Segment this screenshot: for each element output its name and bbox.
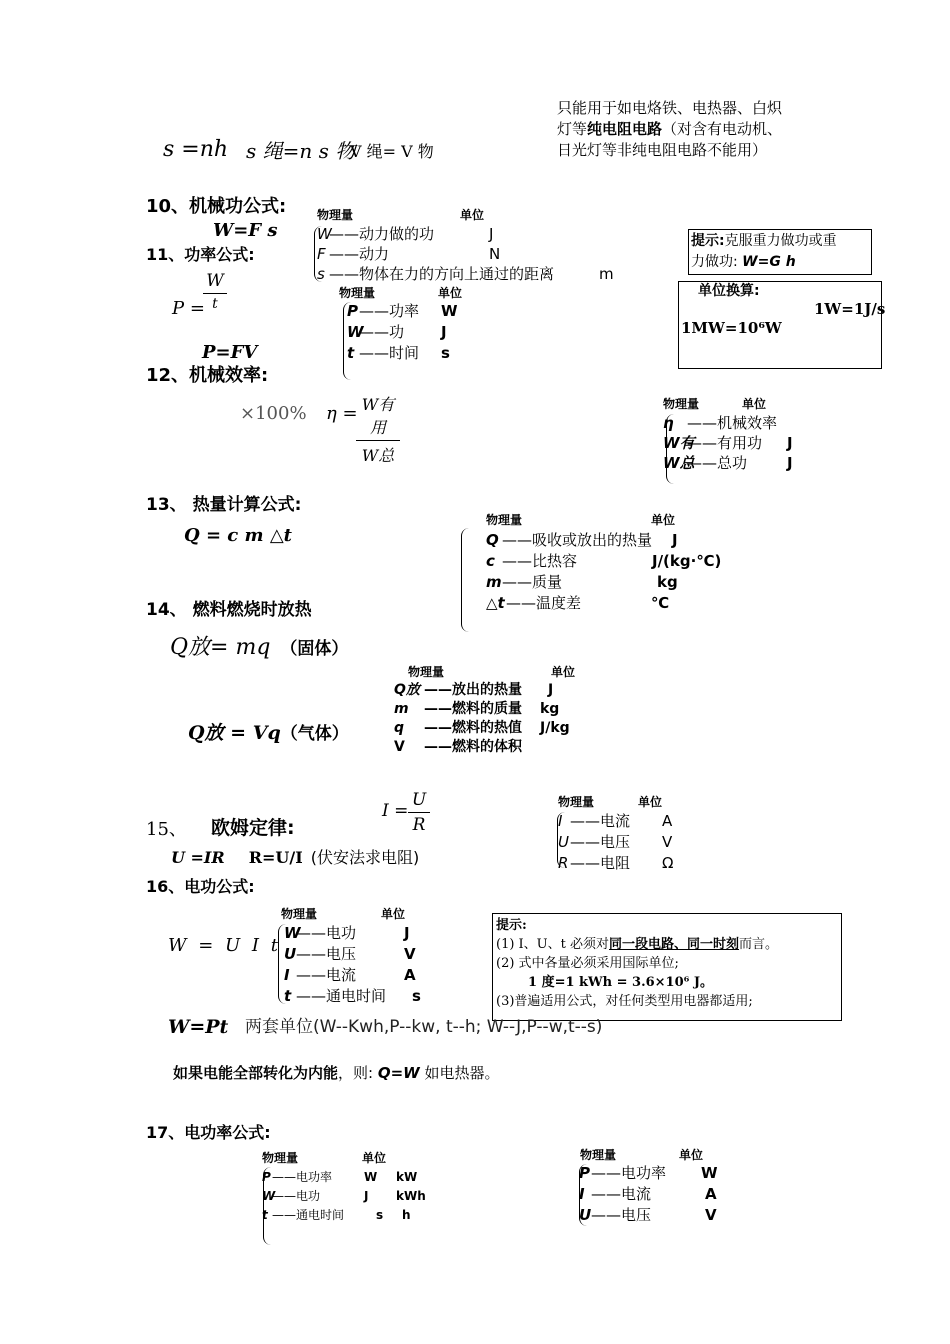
s17-left-row: P——电功率 W kW <box>262 1168 426 1187</box>
tip1-formula: W=G h <box>742 254 796 270</box>
s17-right-desc: 电流 <box>621 1185 652 1203</box>
s14-row: q ——燃料的热值 J/kg <box>394 720 570 736</box>
s10-row: s ——物体在力的方向上通过的距离 m <box>317 265 614 283</box>
s10-unit-header: 单位 <box>460 208 485 222</box>
s12-row: η ——机械效率 <box>663 413 817 433</box>
s15-sym: U <box>558 833 569 851</box>
tip2-line-2: (2) 式中各量必须采用国际单位; <box>496 956 679 971</box>
s13-unit: kg <box>657 573 678 591</box>
s12-desc: 机械效率 <box>717 414 778 432</box>
s17-right-row: I ——电流 A <box>579 1185 717 1203</box>
s10-row: F ——动力 N <box>317 245 501 263</box>
s17-right-unit: V <box>705 1206 717 1224</box>
s12-row: W有——有用功 J <box>663 434 793 452</box>
note-line-2-post: （对含有电动机、 <box>662 120 783 138</box>
s11-row: P——功率 W <box>347 302 458 320</box>
fuel-solid-label: （固体） <box>280 639 349 659</box>
s16-unit: A <box>404 966 416 984</box>
s13-unit: ℃ <box>651 594 670 612</box>
s17-left-row: W——电功 J kWh <box>262 1187 426 1206</box>
power-fv-formula: P=FV <box>202 342 258 363</box>
s16-unit-header: 单位 <box>381 907 406 921</box>
s10-row: W——动力做的功 J <box>317 225 494 243</box>
s10-desc: 动力 <box>359 245 390 263</box>
power-numerator: W <box>203 271 227 294</box>
s17-right-sym: U <box>579 1206 592 1224</box>
s15-var-list <box>558 811 673 874</box>
s15-row: U——电压 V <box>558 833 673 851</box>
tip1-line-2 <box>691 252 869 273</box>
s17-left-var-list <box>262 1168 426 1225</box>
s11-desc: 功 <box>389 323 405 341</box>
s13-desc: 比热容 <box>532 552 578 570</box>
s17-left-qty-header: 物理量 <box>262 1151 299 1165</box>
s17-right-unit: W <box>701 1164 718 1182</box>
s17-right-desc: 电功率 <box>621 1164 667 1182</box>
s17-left-sym: P <box>262 1170 271 1184</box>
s13-sym: m <box>486 573 502 591</box>
s11-row: t ——时间 s <box>347 344 450 362</box>
s12-unit: J <box>787 454 793 472</box>
s11-unit: W <box>441 302 458 320</box>
s14-desc: 燃料的质量 <box>452 701 522 717</box>
two-unit-systems: 两套单位(W--Kwh,P--kw, t--h; W--J,P--w,t--s) <box>245 1017 603 1037</box>
ohm-fraction <box>408 790 430 835</box>
ohm-derived-1: U =IR <box>171 848 225 867</box>
s14-row: Q放 ——放出的热量 J <box>394 682 554 698</box>
s12-desc: 有用功 <box>717 434 763 452</box>
s14-sym: q <box>394 720 405 736</box>
s16-unit: V <box>404 945 416 963</box>
s17-right-unit-header: 单位 <box>679 1148 704 1162</box>
efficiency-percent: ×100% <box>240 403 307 424</box>
pulley-formula-2: s 绳=n s 物 <box>246 139 356 163</box>
s11-sym: t <box>347 344 355 362</box>
tip2-line-1-post: 而言。 <box>739 937 779 952</box>
s17-left-unit-1: s <box>376 1208 384 1222</box>
s17-left-unit-1: J <box>364 1189 369 1203</box>
s16-sym: t <box>284 987 292 1005</box>
s17-right-row: U——电压 V <box>579 1206 717 1224</box>
section-11-title: 11、功率公式: <box>146 245 255 264</box>
s10-sym: s <box>317 265 325 283</box>
power-fraction <box>203 271 227 312</box>
s10-sym: F <box>317 245 326 263</box>
note-line-2-bold: 纯电阻电路 <box>587 120 663 138</box>
s10-var-list <box>317 224 614 284</box>
s14-row: V ——燃料的体积 <box>394 739 522 755</box>
fuel-gas-label: （气体） <box>280 724 349 744</box>
s10-desc: 物体在力的方向上通过的距离 <box>359 265 555 283</box>
s16-desc: 通电时间 <box>326 987 387 1005</box>
s17-left-sym: t <box>262 1208 268 1222</box>
s11-var-list <box>347 301 458 364</box>
section-13-title: 13、 热量计算公式: <box>146 495 302 515</box>
tip2-line-4: (3)普遍适用公式，对任何类型用电器都适用; <box>496 994 753 1009</box>
s15-unit: V <box>662 833 673 851</box>
s14-var-list <box>394 681 570 757</box>
electric-heat-note-post: 如电热器。 <box>424 1064 500 1082</box>
s15-sym: R <box>558 854 569 872</box>
s16-unit: s <box>412 987 421 1005</box>
tip2-line-1 <box>496 935 838 954</box>
s14-row: m ——燃料的质量 kg <box>394 701 560 717</box>
s12-unit: J <box>787 434 793 452</box>
s14-unit: kg <box>540 701 560 717</box>
s11-sym: P <box>347 302 358 320</box>
s10-unit: J <box>489 225 494 243</box>
s15-sym: I <box>558 812 563 830</box>
s14-sym: Q放 <box>394 682 420 698</box>
ohm-derived-row <box>171 850 419 866</box>
fuel-solid-formula: Q放= mq <box>170 635 271 660</box>
gravity-work-tip <box>688 229 872 275</box>
s17-left-unit-1: W <box>364 1170 378 1184</box>
note-line-2-pre: 灯等 <box>557 120 588 138</box>
s14-qty-header: 物理量 <box>408 665 445 679</box>
s15-unit: Ω <box>662 854 674 872</box>
s14-unit-header: 单位 <box>551 665 576 679</box>
section-14-title: 14、 燃料燃烧时放热 <box>146 600 312 620</box>
s16-row: t ——通电时间 s <box>284 987 421 1005</box>
pulley-formula-3: V 绳= V 物 <box>350 142 434 161</box>
fuel-gas-row <box>188 724 349 743</box>
s15-desc: 电阻 <box>600 854 631 872</box>
s17-right-row: P——电功率 W <box>579 1164 718 1182</box>
s15-qty-header: 物理量 <box>558 795 595 809</box>
s17-left-unit-2: kW <box>396 1170 418 1184</box>
s13-row: m——质量 kg <box>486 573 678 591</box>
s16-row: U——电压 V <box>284 945 416 963</box>
tip2-title: 提示: <box>496 918 527 933</box>
s14-sym: V <box>394 739 405 755</box>
s10-unit: m <box>599 265 614 283</box>
s17-left-unit-2: kWh <box>396 1189 426 1203</box>
s12-var-list <box>663 413 817 473</box>
section-10-title: 10、机械功公式: <box>146 196 287 217</box>
tip2-line-1-bold: 同一段电路、同一时刻 <box>609 937 740 952</box>
electric-heat-formula: Q=W <box>377 1064 420 1082</box>
s12-sym: W有 <box>663 434 695 452</box>
s17-left-desc: 电功率 <box>296 1170 333 1184</box>
note-line-2 <box>557 119 782 140</box>
s14-unit: J/kg <box>540 720 570 736</box>
s13-row: c ——比热容 J/(kg·℃) <box>486 552 722 570</box>
electric-heat-note-bold: 如果电能全部转化为内能 <box>173 1064 339 1082</box>
section-15-number: 15、 <box>146 819 187 840</box>
s16-sym: W <box>284 924 301 942</box>
s17-left-sym: W <box>262 1189 276 1203</box>
s14-sym: m <box>394 701 409 717</box>
tip1-line-1 <box>691 231 869 252</box>
work-formula: W=F s <box>213 220 278 241</box>
s16-var-list <box>284 923 421 1007</box>
s17-left-unit-header: 单位 <box>362 1151 387 1165</box>
electric-heat-note-mid: ，则: <box>338 1064 374 1082</box>
efficiency-numerator: W有用 <box>356 392 400 441</box>
section-17-title: 17、电功率公式: <box>146 1123 271 1142</box>
s17-right-sym: I <box>579 1185 585 1203</box>
s10-sym: W <box>317 225 332 243</box>
efficiency-eq-lhs: η = <box>326 403 358 424</box>
unit-conversion-line-1: 1W=1J/s <box>814 300 886 318</box>
s17-left-desc: 通电时间 <box>296 1208 345 1222</box>
s16-row: I ——电流 A <box>284 966 416 984</box>
s13-unit: J/(kg·℃) <box>652 552 722 570</box>
s16-unit: J <box>404 924 410 942</box>
s12-sym: η <box>663 414 674 432</box>
unit-conversion-title: 单位换算: <box>698 283 760 299</box>
s12-qty-header: 物理量 <box>663 397 700 411</box>
s13-brace <box>461 528 474 632</box>
pure-resistor-note <box>557 98 782 161</box>
s16-qty-header: 物理量 <box>281 907 318 921</box>
s17-right-qty-header: 物理量 <box>580 1148 617 1162</box>
s14-desc: 放出的热量 <box>452 682 522 698</box>
s13-row: △t——温度差 ℃ <box>486 594 670 612</box>
s15-desc: 电流 <box>600 812 631 830</box>
s15-desc: 电压 <box>600 833 631 851</box>
s13-var-list <box>486 530 721 614</box>
tip1-label: 提示: <box>691 233 725 249</box>
fuel-gas-formula: Q放 = Vq <box>188 722 281 744</box>
tip2-line-3: 1 度=1 kWh = 3.6×10⁶ J。 <box>528 975 714 990</box>
power-eq-lhs: P = <box>172 298 205 319</box>
s15-unit-header: 单位 <box>638 795 663 809</box>
ohm-derived-2: R=U/I <box>248 848 303 867</box>
wpt-formula: W=Pt <box>168 1016 229 1038</box>
s17-right-unit: A <box>705 1185 717 1203</box>
s16-row: W——电功 J <box>284 924 410 942</box>
s17-left-row: t ——通电时间 s h <box>262 1206 426 1225</box>
section-15-title: 欧姆定律: <box>211 817 295 839</box>
s11-unit: s <box>441 344 450 362</box>
s13-sym: c <box>486 552 495 570</box>
s17-right-sym: P <box>579 1164 590 1182</box>
s11-unit: J <box>441 323 447 341</box>
ohm-derived-note: (伏安法求电阻) <box>310 848 420 867</box>
efficiency-denominator: W总 <box>361 446 395 465</box>
note-line-1: 只能用于如电烙铁、电热器、白炽 <box>557 99 783 117</box>
s11-sym: W <box>347 323 364 341</box>
section-16-title: 16、电功公式: <box>146 877 255 896</box>
s13-sym: △t <box>486 594 505 612</box>
s10-unit: N <box>489 245 501 263</box>
s17-right-var-list <box>579 1163 718 1226</box>
s13-desc: 温度差 <box>536 594 582 612</box>
s16-sym: I <box>284 966 290 984</box>
s13-qty-header: 物理量 <box>486 513 523 527</box>
s13-row: Q ——吸收或放出的热量 J <box>486 531 678 549</box>
tip2-line-1-pre: (1) I、U、t 必须对 <box>496 937 609 952</box>
unit-conversion-line-2: 1MW=10⁶W <box>681 319 782 337</box>
s13-sym: Q <box>486 531 499 549</box>
s14-desc: 燃料的热值 <box>452 720 522 736</box>
s12-unit-header: 单位 <box>742 397 767 411</box>
s16-desc: 电压 <box>326 945 357 963</box>
s13-desc: 质量 <box>532 573 563 591</box>
s12-row: W总——总功 J <box>663 454 793 472</box>
s16-desc: 电流 <box>326 966 357 984</box>
s17-right-desc: 电压 <box>621 1206 652 1224</box>
s15-unit: A <box>662 812 673 830</box>
ohm-numerator: U <box>408 790 430 813</box>
s15-row: R ——电阻 Ω <box>558 854 674 872</box>
s11-row: W——功 J <box>347 323 447 341</box>
electric-work-tip-box <box>492 913 842 1021</box>
s13-unit-header: 单位 <box>651 513 676 527</box>
electric-heat-note <box>173 1066 500 1081</box>
s17-left-unit-2: h <box>402 1208 411 1222</box>
s15-row: I ——电流 A <box>558 812 673 830</box>
s13-unit: J <box>672 531 678 549</box>
s13-desc: 吸收或放出的热量 <box>532 531 653 549</box>
electric-work-formula: W = U I t <box>168 935 281 956</box>
pulley-formula-1: s =nh <box>163 137 229 162</box>
heat-formula: Q = c m △t <box>184 525 292 546</box>
s14-desc: 燃料的体积 <box>452 739 522 755</box>
s10-qty-header: 物理量 <box>317 208 354 222</box>
s11-desc: 功率 <box>389 302 420 320</box>
section-12-title: 12、机械效率: <box>146 365 269 386</box>
s12-desc: 总功 <box>717 454 748 472</box>
s17-left-desc: 电功 <box>296 1189 321 1203</box>
efficiency-fraction <box>356 392 400 466</box>
note-line-3: 日光灯等非纯电阻电路不能用） <box>557 141 768 159</box>
ohm-eq-lhs: I = <box>382 801 409 821</box>
fuel-solid-row <box>170 637 348 659</box>
s11-unit-header: 单位 <box>438 286 463 300</box>
power-denominator: t <box>212 296 218 312</box>
s11-qty-header: 物理量 <box>339 286 376 300</box>
s12-sym: W总 <box>663 454 695 472</box>
ohm-denominator: R <box>412 815 426 835</box>
s16-sym: U <box>284 945 297 963</box>
s11-desc: 时间 <box>389 344 420 362</box>
tip1-text-1: 克服重力做功或重 <box>724 233 837 249</box>
s16-desc: 电功 <box>326 924 357 942</box>
s10-desc: 动力做的功 <box>359 225 435 243</box>
tip1-text-2: 力做功: <box>691 254 738 270</box>
s14-unit: J <box>548 682 554 698</box>
